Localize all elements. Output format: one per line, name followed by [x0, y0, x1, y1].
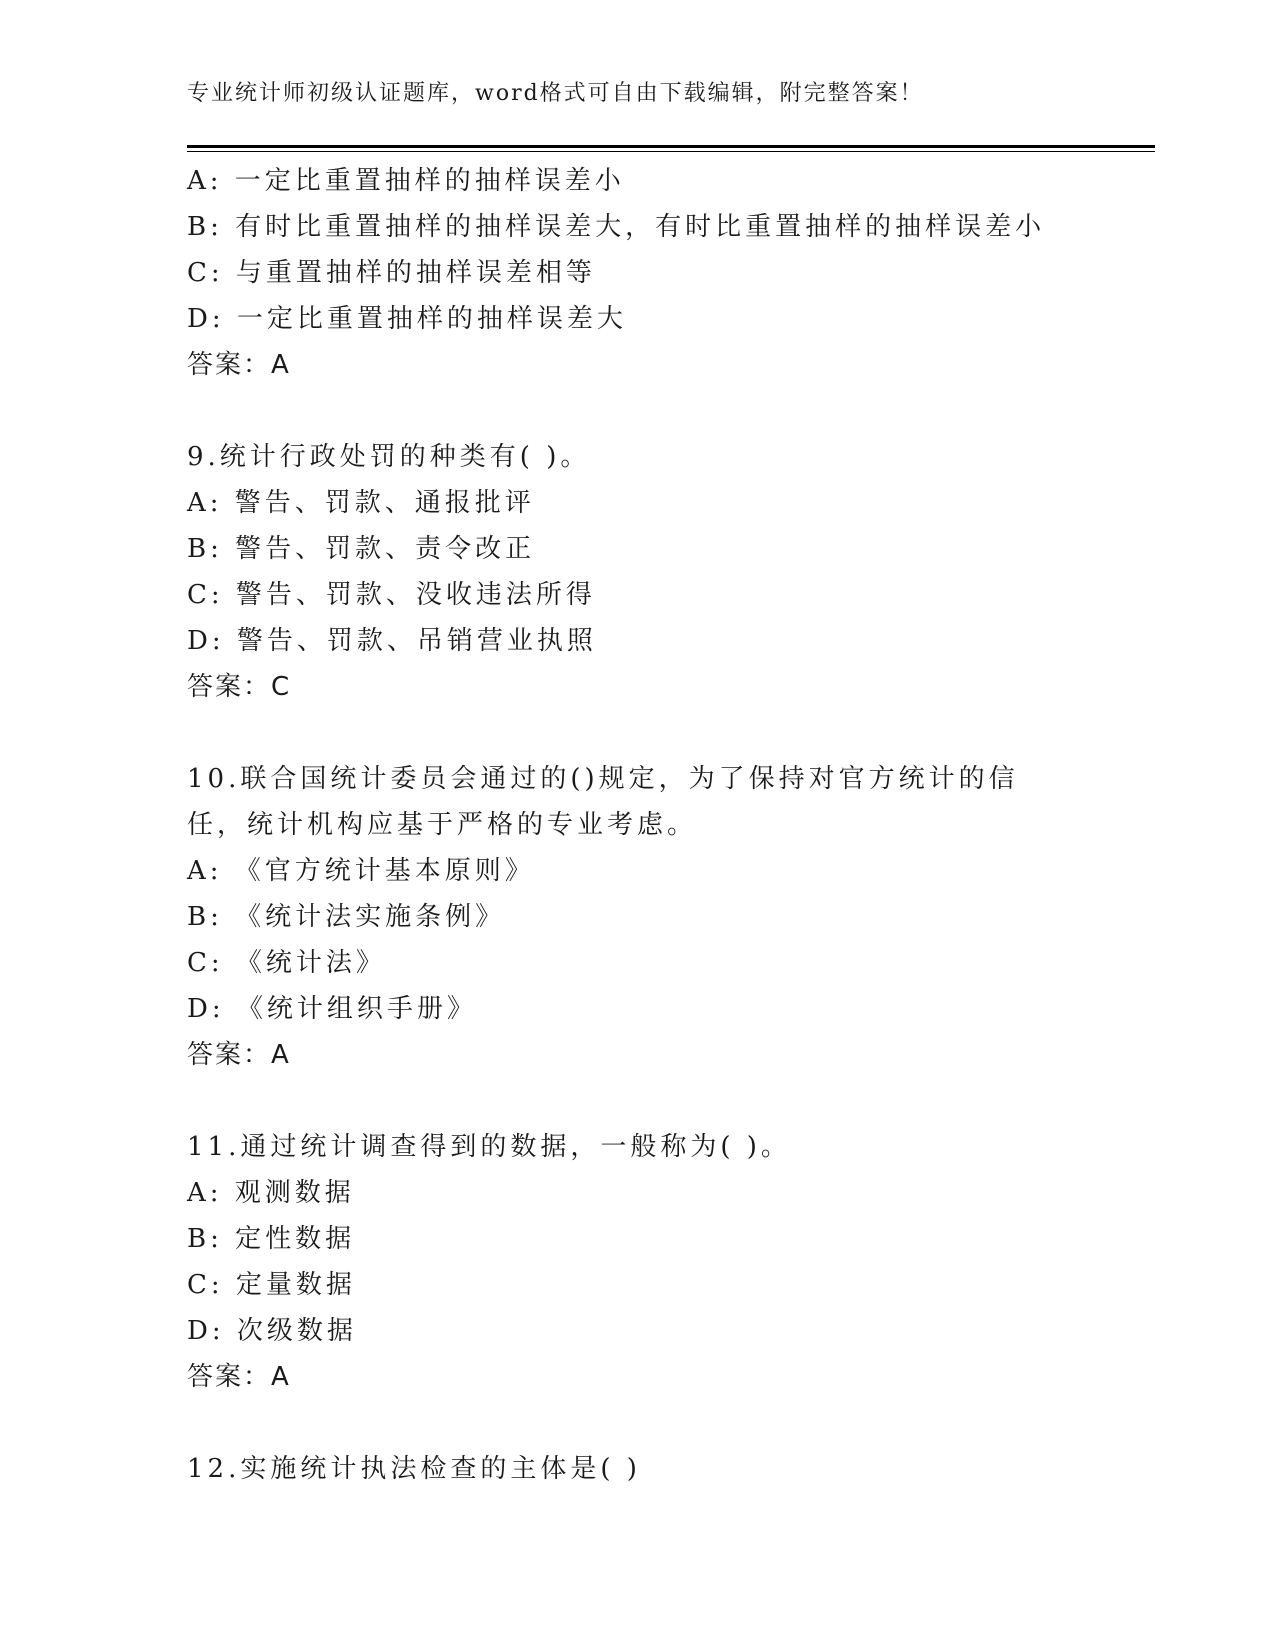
option-d: D: 警告、罚款、吊销营业执照	[187, 626, 597, 656]
option-c: C: 《统计法》	[187, 948, 386, 978]
question-list	[187, 158, 1087, 1538]
option-b: B: 《统计法实施条例》	[187, 902, 506, 932]
question-text: 9.统计行政处罚的种类有( )。	[187, 442, 591, 472]
option-c: C: 警告、罚款、没收违法所得	[187, 580, 596, 610]
option-c: C: 与重置抽样的抽样误差相等	[187, 258, 596, 288]
question-block	[187, 434, 1087, 710]
header-rule-thick	[187, 145, 1155, 148]
question-block	[187, 1446, 1087, 1492]
option-a: A: 警告、罚款、通报批评	[187, 488, 535, 518]
answer: 答案：A	[187, 1040, 291, 1070]
question-block	[187, 1124, 1087, 1400]
question-text: 11.通过统计调查得到的数据，一般称为( )。	[187, 1132, 791, 1162]
question-text: 12.实施统计执法检查的主体是( )	[187, 1454, 641, 1484]
option-c: C: 定量数据	[187, 1270, 356, 1300]
option-d: D: 次级数据	[187, 1316, 357, 1346]
option-b: B: 定性数据	[187, 1224, 356, 1254]
option-a: A: 《官方统计基本原则》	[187, 856, 535, 886]
page-header: 专业统计师初级认证题库，word格式可自由下载编辑，附完整答案！	[187, 81, 924, 106]
question-text: 10.联合国统计委员会通过的()规定，为了保持对官方统计的信任，统计机构应基于严格的专业考虑。	[187, 764, 1019, 840]
header-rule-thin	[187, 151, 1155, 152]
option-b: B: 警告、罚款、责令改正	[187, 534, 536, 564]
answer: 答案：A	[187, 350, 291, 380]
option-a: A: 观测数据	[187, 1178, 355, 1208]
option-a: A: 一定比重置抽样的抽样误差小	[187, 166, 625, 196]
option-d: D: 《统计组织手册》	[187, 994, 477, 1024]
question-block	[187, 756, 1087, 1078]
option-d: D: 一定比重置抽样的抽样误差大	[187, 304, 627, 334]
option-b: B: 有时比重置抽样的抽样误差大，有时比重置抽样的抽样误差小	[187, 212, 1046, 242]
answer: 答案：A	[187, 1362, 291, 1392]
answer: 答案：C	[187, 672, 292, 702]
question-block	[187, 158, 1087, 388]
